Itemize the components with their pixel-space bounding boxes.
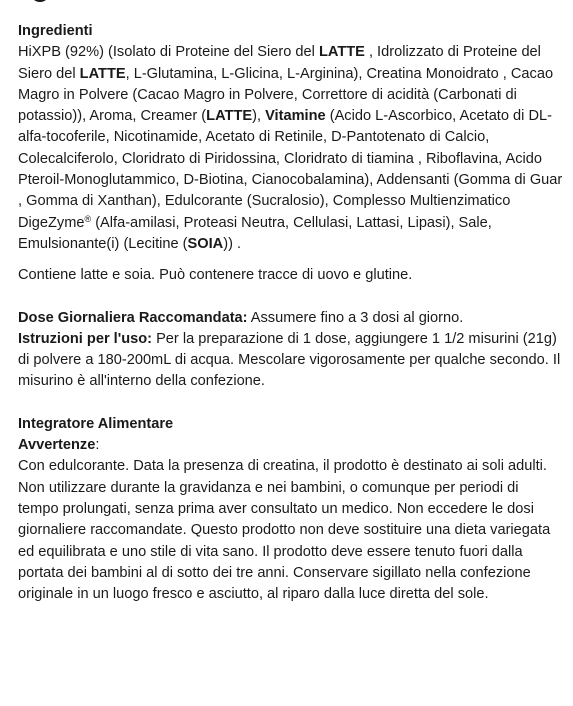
ingredient-allergen-bold: LATTE	[318, 44, 365, 61]
supplement-heading: Integratore Alimentare	[18, 415, 174, 432]
dose-text: Assumere fino a 3 dosi al giorno.	[247, 309, 464, 326]
product-label-document	[18, 21, 563, 605]
ingredient-text: (Alfa-amilasi, Proteasi Neutra, Cellulasi, Lattasi, Lipasi), Sale, Emulsionante(i) (Lecitine (	[18, 214, 492, 252]
ingredient-text: HiXPB (92%) (Isolato di Proteine del Siero del	[18, 44, 319, 61]
allergen-note: Contiene latte e soia. Può contenere tracce di uovo e glutine.	[18, 267, 413, 284]
logo-fragment	[30, 0, 50, 2]
ingredient-text: (Acido L-Ascorbico, Acetato di DL-alfa-tocoferile, Nicotinamide, Acetato di Retinile, D-Pantotenato di Calcio, Colecalciferolo, Cloridrato di Piridossina, Cloridrato di tiamina , Riboflavina, Acido Pteroil-Monoglutammico, D-Biotina, Cianocobalamina), Addensanti (Gomma di Guar , Gomma di Xanthan), Edulcorante (Sucralosio), Complesso Multienzimatico DigeZyme	[18, 108, 563, 231]
ingredient-allergen-bold: Vitamine	[265, 108, 326, 125]
registered-mark: ®	[84, 213, 92, 224]
warnings-label: Avvertenze	[18, 437, 96, 454]
instructions-section	[18, 329, 563, 393]
ingredient-allergen-bold: LATTE	[79, 65, 126, 82]
ingredient-text: , Idrolizzato di Proteine del Siero del	[18, 44, 541, 82]
warnings-text: Con edulcorante. Data la presenza di creatina, il prodotto è destinato ai soli adulti. Non utilizzare durante la gravidanza e nei bambini, o comunque per periodi di tempo prolungati, senza prima aver consultato un medico. Non eccedere le dosi giornaliere raccomandate. Questo prodotto non deve sostituire una dieta variegata ed equilibrata e uno stile di vita sano. Il prodotto deve essere tenuto fuori dalla portata dei bambini al di sotto dei tre anni. Conservare sigillato nella confezione originale in un luogo fresco e asciutto, al riparo dalla luce diretta del sole.	[18, 458, 551, 603]
warnings-heading	[18, 435, 563, 456]
ingredient-allergen-bold: SOIA	[187, 235, 224, 252]
dose-section	[18, 308, 563, 329]
ingredients-heading: Ingredienti	[18, 23, 93, 39]
warnings-colon: :	[95, 437, 100, 454]
instructions-text: Per la preparazione di 1 dose, aggiungere 1 1/2 misurini (21g) di polvere a 180-200mL di acqua. Mescolare vigorosamente per qualche secondo. Il misurino è all'interno della confezione.	[18, 330, 561, 390]
ingredient-text: ),	[252, 108, 266, 125]
instructions-label: Istruzioni per l'uso:	[18, 330, 153, 347]
ingredient-text: , L-Glutamina, L-Glicina, L-Arginina), Creatina Monoidrato , Cacao Magro in Polvere (Cacao Magro in Polvere, Correttore di acidità (Carbonati di potassio)), Aroma, Creamer (	[18, 65, 554, 125]
ingredients-list	[18, 42, 563, 255]
ingredient-allergen-bold: LATTE	[206, 108, 253, 125]
dose-label: Dose Giornaliera Raccomandata:	[18, 309, 248, 326]
ingredient-text: )) .	[223, 235, 242, 252]
